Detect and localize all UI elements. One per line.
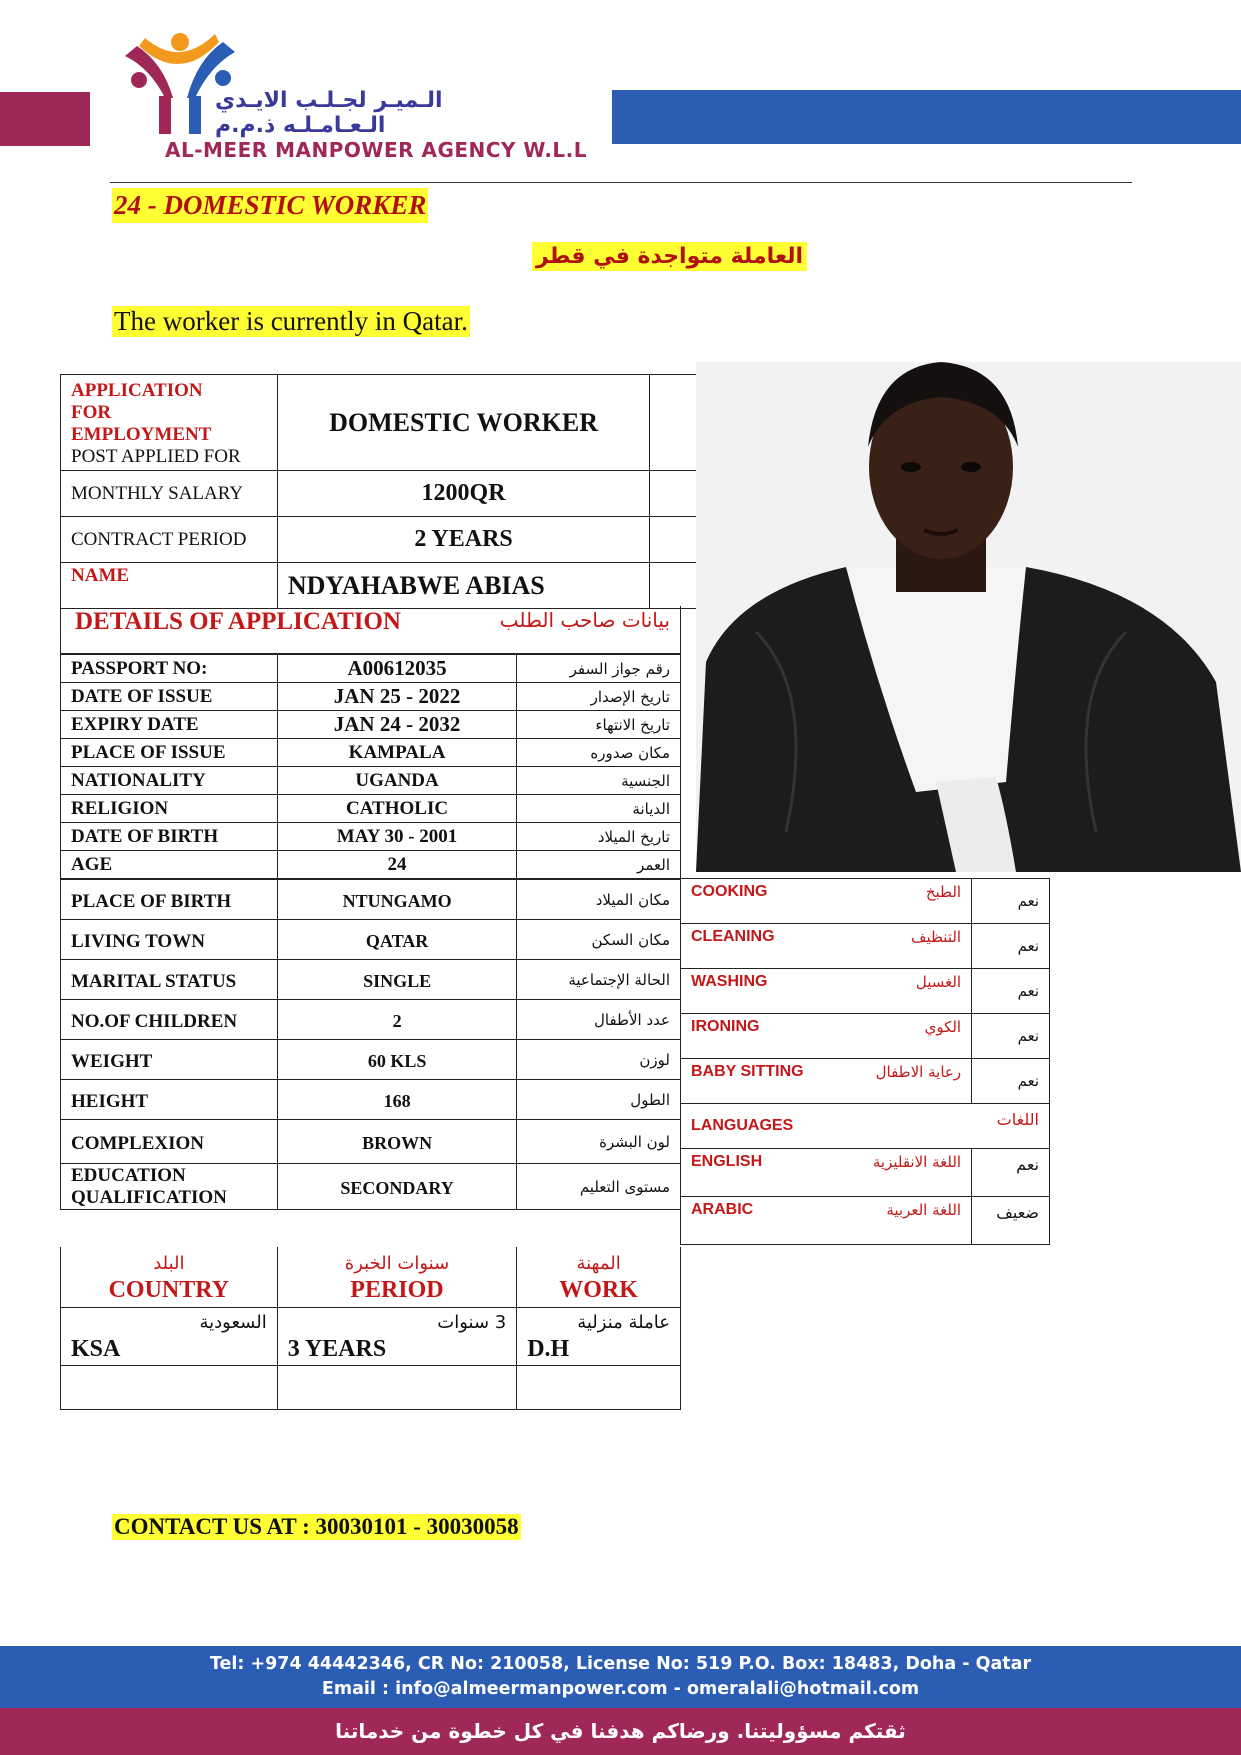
work-header: المهنة WORK bbox=[517, 1247, 681, 1307]
contract-value: 2 YEARS bbox=[277, 517, 649, 563]
application-label-1: APPLICATION bbox=[71, 379, 203, 401]
skills-table bbox=[680, 878, 1050, 1245]
application-label-3: EMPLOYMENT bbox=[71, 423, 212, 445]
detail2-value: SECONDARY bbox=[277, 1164, 517, 1210]
detail-label: DATE OF ISSUE bbox=[61, 683, 278, 711]
detail-arabic: مكان صدوره bbox=[517, 739, 681, 767]
detail2-value: 60 KLS bbox=[277, 1040, 517, 1080]
details-row bbox=[61, 683, 681, 711]
detail2-value: BROWN bbox=[277, 1120, 517, 1164]
skill-row bbox=[681, 969, 1050, 1014]
detail-value: UGANDA bbox=[277, 767, 517, 795]
detail2-label: LIVING TOWN bbox=[61, 920, 278, 960]
details-row bbox=[61, 655, 681, 683]
details2-row bbox=[61, 1040, 681, 1080]
detail2-arabic: مستوى التعليم bbox=[517, 1164, 681, 1210]
name-label: NAME bbox=[61, 563, 278, 609]
skill-row bbox=[681, 1059, 1050, 1104]
salary-label: MONTHLY SALARY bbox=[61, 471, 278, 517]
skill-answer: نعم bbox=[972, 924, 1050, 969]
detail2-arabic: لون البشرة bbox=[517, 1120, 681, 1164]
skill-label: BABY SITTING bbox=[681, 1059, 831, 1104]
details2-row bbox=[61, 920, 681, 960]
details-heading bbox=[60, 606, 681, 654]
period-header: سنوات الخبرة PERIOD bbox=[277, 1247, 517, 1307]
skill-arabic: الكوي bbox=[830, 1014, 971, 1059]
page-title: 24 - DOMESTIC WORKER bbox=[112, 188, 428, 223]
experience-work: عاملة منزلية D.H bbox=[517, 1307, 681, 1365]
language-row bbox=[681, 1149, 1050, 1197]
company-name-english: AL-MEER MANPOWER AGENCY W.L.L bbox=[165, 138, 588, 162]
language-answer: ضعيف bbox=[972, 1197, 1050, 1245]
details-label: DETAILS OF APPLICATION bbox=[75, 608, 401, 635]
detail-label: NATIONALITY bbox=[61, 767, 278, 795]
detail2-arabic: الطول bbox=[517, 1080, 681, 1120]
skill-answer: نعم bbox=[972, 879, 1050, 924]
detail2-arabic: الحالة الإجتماعية bbox=[517, 960, 681, 1000]
details-row bbox=[61, 823, 681, 851]
details2-row bbox=[61, 960, 681, 1000]
experience-header-row bbox=[61, 1247, 681, 1307]
skill-arabic: الغسيل bbox=[830, 969, 971, 1014]
details-arabic: بيانات صاحب الطلب bbox=[499, 608, 670, 632]
skill-row bbox=[681, 879, 1050, 924]
details2-row bbox=[61, 1164, 681, 1210]
detail2-value: QATAR bbox=[277, 920, 517, 960]
application-label-2: FOR bbox=[71, 401, 112, 423]
empty-cell bbox=[277, 1365, 517, 1409]
detail2-label: EDUCATION QUALIFICATION bbox=[61, 1164, 278, 1210]
status-arabic: العاملة متواجدة في قطر bbox=[532, 242, 807, 271]
detail2-arabic: مكان الميلاد bbox=[517, 880, 681, 920]
header-blue-bar bbox=[612, 90, 1241, 144]
detail-arabic: رقم جواز السفر bbox=[517, 655, 681, 683]
detail-label: RELIGION bbox=[61, 795, 278, 823]
detail-value: 24 bbox=[277, 851, 517, 879]
experience-table bbox=[60, 1247, 681, 1410]
header-magenta-bar bbox=[0, 92, 90, 146]
details2-row bbox=[61, 1000, 681, 1040]
experience-period: 3 سنوات 3 YEARS bbox=[277, 1307, 517, 1365]
detail-arabic: العمر bbox=[517, 851, 681, 879]
empty-cell bbox=[61, 1365, 278, 1409]
company-name-arabic: الـميـر لجـلـب الايـدي الـعـامـلـه ذ.م.م bbox=[215, 88, 443, 138]
footer-slogan: ثقتكم مسؤوليتنا. ورضاكم هدفنا في كل خطوة من خدماتنا bbox=[0, 1708, 1241, 1755]
person-portrait-icon bbox=[696, 362, 1241, 872]
details-table bbox=[60, 654, 681, 879]
detail-value: KAMPALA bbox=[277, 739, 517, 767]
skill-answer: نعم bbox=[972, 1014, 1050, 1059]
detail2-label: PLACE OF BIRTH bbox=[61, 880, 278, 920]
details2-table bbox=[60, 879, 681, 1210]
post-label-cell bbox=[61, 375, 278, 471]
salary-value: 1200QR bbox=[277, 471, 649, 517]
detail2-value: SINGLE bbox=[277, 960, 517, 1000]
skill-row bbox=[681, 924, 1050, 969]
detail-label: PASSPORT NO: bbox=[61, 655, 278, 683]
skill-answer: نعم bbox=[972, 969, 1050, 1014]
details-row bbox=[61, 711, 681, 739]
details-row bbox=[61, 795, 681, 823]
detail-value: A00612035 bbox=[277, 655, 517, 683]
experience-row bbox=[61, 1307, 681, 1365]
detail2-label: NO.OF CHILDREN bbox=[61, 1000, 278, 1040]
details-row bbox=[61, 767, 681, 795]
language-label: ENGLISH bbox=[681, 1149, 831, 1197]
details2-row bbox=[61, 1080, 681, 1120]
detail2-label: WEIGHT bbox=[61, 1040, 278, 1080]
detail-arabic: تاريخ الميلاد bbox=[517, 823, 681, 851]
detail2-value: 2 bbox=[277, 1000, 517, 1040]
detail-value: JAN 25 - 2022 bbox=[277, 683, 517, 711]
detail2-label: MARITAL STATUS bbox=[61, 960, 278, 1000]
header-divider bbox=[110, 182, 1132, 183]
skill-row bbox=[681, 1014, 1050, 1059]
detail-value: MAY 30 - 2001 bbox=[277, 823, 517, 851]
contract-label: CONTRACT PERIOD bbox=[61, 517, 278, 563]
detail-arabic: تاريخ الانتهاء bbox=[517, 711, 681, 739]
detail-label: EXPIRY DATE bbox=[61, 711, 278, 739]
detail-arabic: تاريخ الإصدار bbox=[517, 683, 681, 711]
details-row bbox=[61, 851, 681, 879]
detail-arabic: الجنسية bbox=[517, 767, 681, 795]
footer-line-2: Email : info@almeermanpower.com - omeralali@hotmail.com bbox=[321, 1679, 920, 1699]
detail-label: AGE bbox=[61, 851, 278, 879]
empty-cell bbox=[517, 1365, 681, 1409]
language-arabic: اللغة العربية bbox=[830, 1197, 971, 1245]
language-row bbox=[681, 1197, 1050, 1245]
country-header: البلد COUNTRY bbox=[61, 1247, 278, 1307]
language-answer: نعم bbox=[972, 1149, 1050, 1197]
detail-arabic: الديانة bbox=[517, 795, 681, 823]
name-value: NDYAHABWE ABIAS bbox=[277, 563, 649, 609]
status-english: The worker is currently in Qatar. bbox=[114, 306, 468, 336]
detail2-label: HEIGHT bbox=[61, 1080, 278, 1120]
skill-label: IRONING bbox=[681, 1014, 831, 1059]
details2-row bbox=[61, 1120, 681, 1164]
footer-line-1: Tel: +974 44442346, CR No: 210058, License No: 519 P.O. Box: 18483, Doha - Qatar bbox=[209, 1654, 1032, 1674]
detail2-arabic: لوزن bbox=[517, 1040, 681, 1080]
footer-info bbox=[0, 1646, 1241, 1708]
detail2-label: COMPLEXION bbox=[61, 1120, 278, 1164]
detail-value: CATHOLIC bbox=[277, 795, 517, 823]
skill-label: WASHING bbox=[681, 969, 831, 1014]
skill-answer: نعم bbox=[972, 1059, 1050, 1104]
skill-arabic: رعاية الاطفال bbox=[830, 1059, 971, 1104]
detail2-value: 168 bbox=[277, 1080, 517, 1120]
experience-empty-row bbox=[61, 1365, 681, 1409]
worker-photo bbox=[696, 362, 1241, 872]
details2-row bbox=[61, 880, 681, 920]
language-label: ARABIC bbox=[681, 1197, 831, 1245]
language-arabic: اللغة الانقليزية bbox=[830, 1149, 971, 1197]
post-value: DOMESTIC WORKER bbox=[277, 375, 649, 471]
experience-country: السعودية KSA bbox=[61, 1307, 278, 1365]
details-row bbox=[61, 739, 681, 767]
contact-line: CONTACT US AT : 30030101 - 30030058 bbox=[114, 1514, 519, 1539]
skill-label: COOKING bbox=[681, 879, 831, 924]
detail2-value: NTUNGAMO bbox=[277, 880, 517, 920]
post-label: POST APPLIED FOR bbox=[71, 445, 241, 467]
languages-row bbox=[681, 1104, 1050, 1149]
detail-value: JAN 24 - 2032 bbox=[277, 711, 517, 739]
skill-arabic: التنظيف bbox=[830, 924, 971, 969]
skill-arabic: الطبخ bbox=[830, 879, 971, 924]
detail2-arabic: مكان السكن bbox=[517, 920, 681, 960]
skill-label: CLEANING bbox=[681, 924, 831, 969]
detail2-arabic: عدد الأطفال bbox=[517, 1000, 681, 1040]
detail-label: DATE OF BIRTH bbox=[61, 823, 278, 851]
languages-header: LANGUAGES اللغات bbox=[681, 1104, 1050, 1149]
detail-label: PLACE OF ISSUE bbox=[61, 739, 278, 767]
